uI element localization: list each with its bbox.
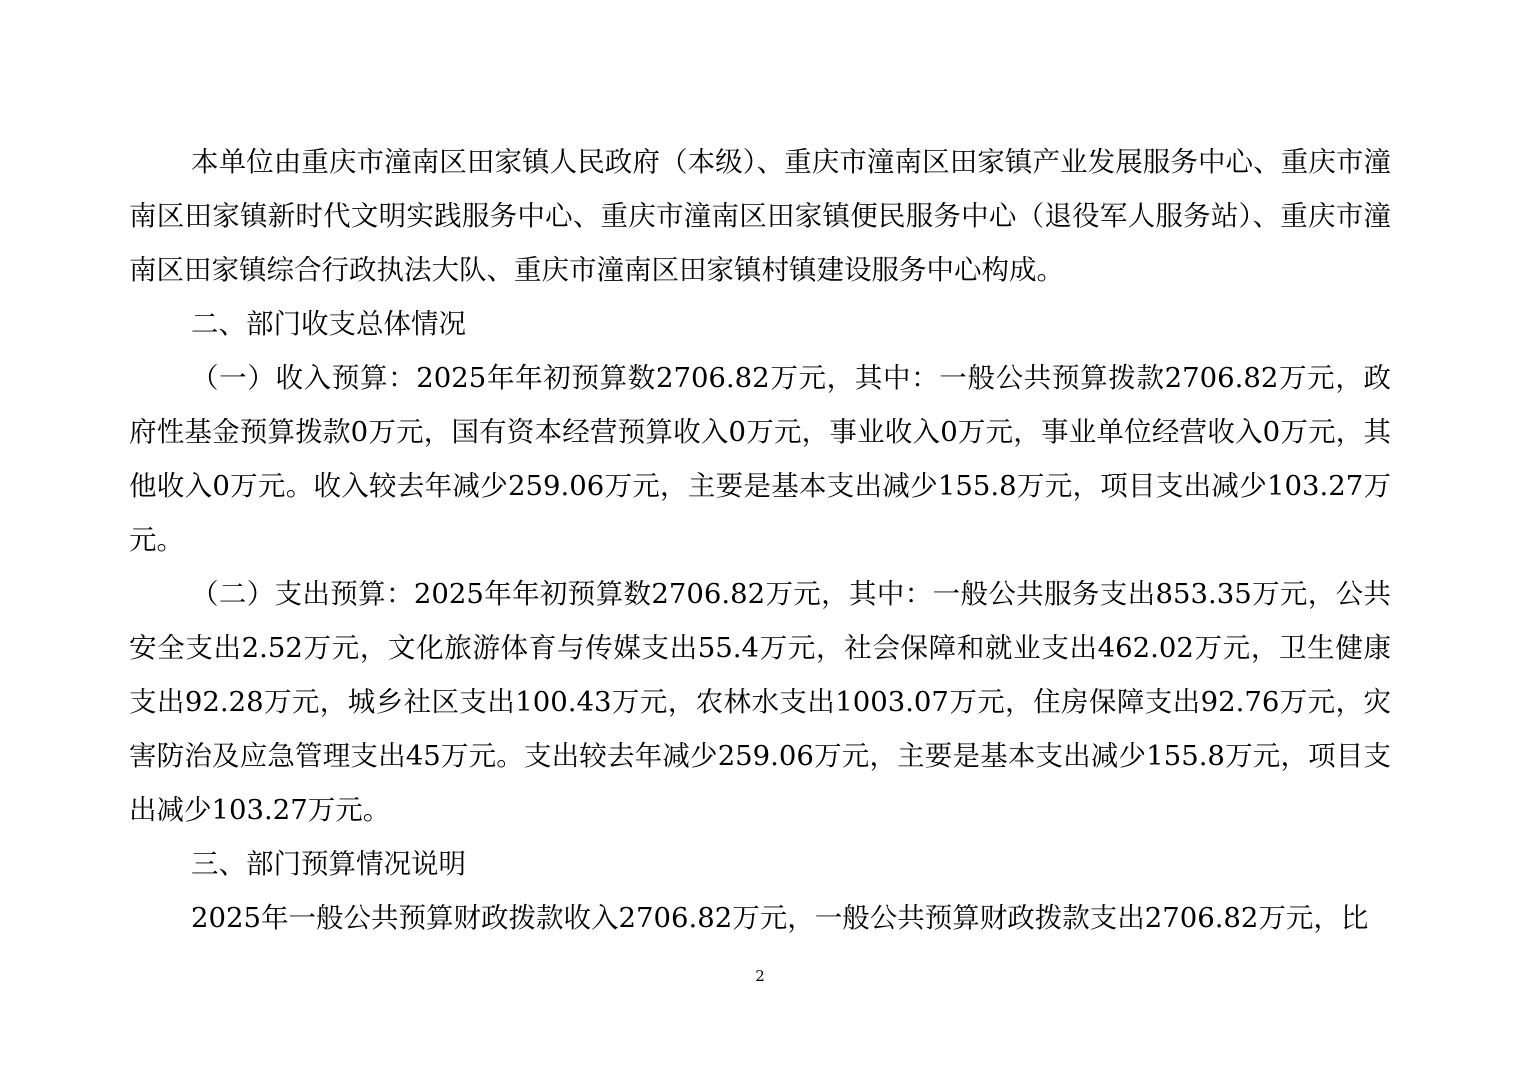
heading-section-3: 三、部门预算情况说明 — [191, 848, 466, 880]
paragraph-income-budget: （一）收入预算：2025年年初预算数2706.82万元，其中：一般公共预算拨款2706.82万元，政府性基金预算拨款0万元，国有资本经营预算收入0万元，事业收入0万元，事业单位经营收入0万元，其他收入0万元。收入较去年减少259.06万元，主要是基本支出减少155.8万元，项目支出减少103.27万元。 — [129, 362, 1391, 556]
page-number: 2 — [755, 967, 765, 985]
heading-section-2: 二、部门收支总体情况 — [191, 308, 466, 340]
paragraph-general-budget: 2025年一般公共预算财政拨款收入2706.82万元，一般公共预算财政拨款支出2706.82万元，比 — [191, 902, 1369, 934]
paragraph-composition: 本单位由重庆市潼南区田家镇人民政府（本级）、重庆市潼南区田家镇产业发展服务中心、重庆市潼南区田家镇新时代文明实践服务中心、重庆市潼南区田家镇便民服务中心（退役军人服务站）、重庆市潼南区田家镇综合行政执法大队、重庆市潼南区田家镇村镇建设服务中心构成。 — [129, 146, 1391, 286]
paragraph-expenditure-budget: （二）支出预算：2025年年初预算数2706.82万元，其中：一般公共服务支出853.35万元，公共安全支出2.52万元，文化旅游体育与传媒支出55.4万元，社会保障和就业支出462.02万元，卫生健康支出92.28万元，城乡社区支出100.43万元，农林水支出1003.07万元，住房保障支出92.76万元，灾害防治及应急管理支出45万元。支出较去年减少259.06万元，主要是基本支出减少155.8万元，项目支出减少103.27万元。 — [129, 578, 1391, 826]
document-body — [129, 135, 1391, 945]
